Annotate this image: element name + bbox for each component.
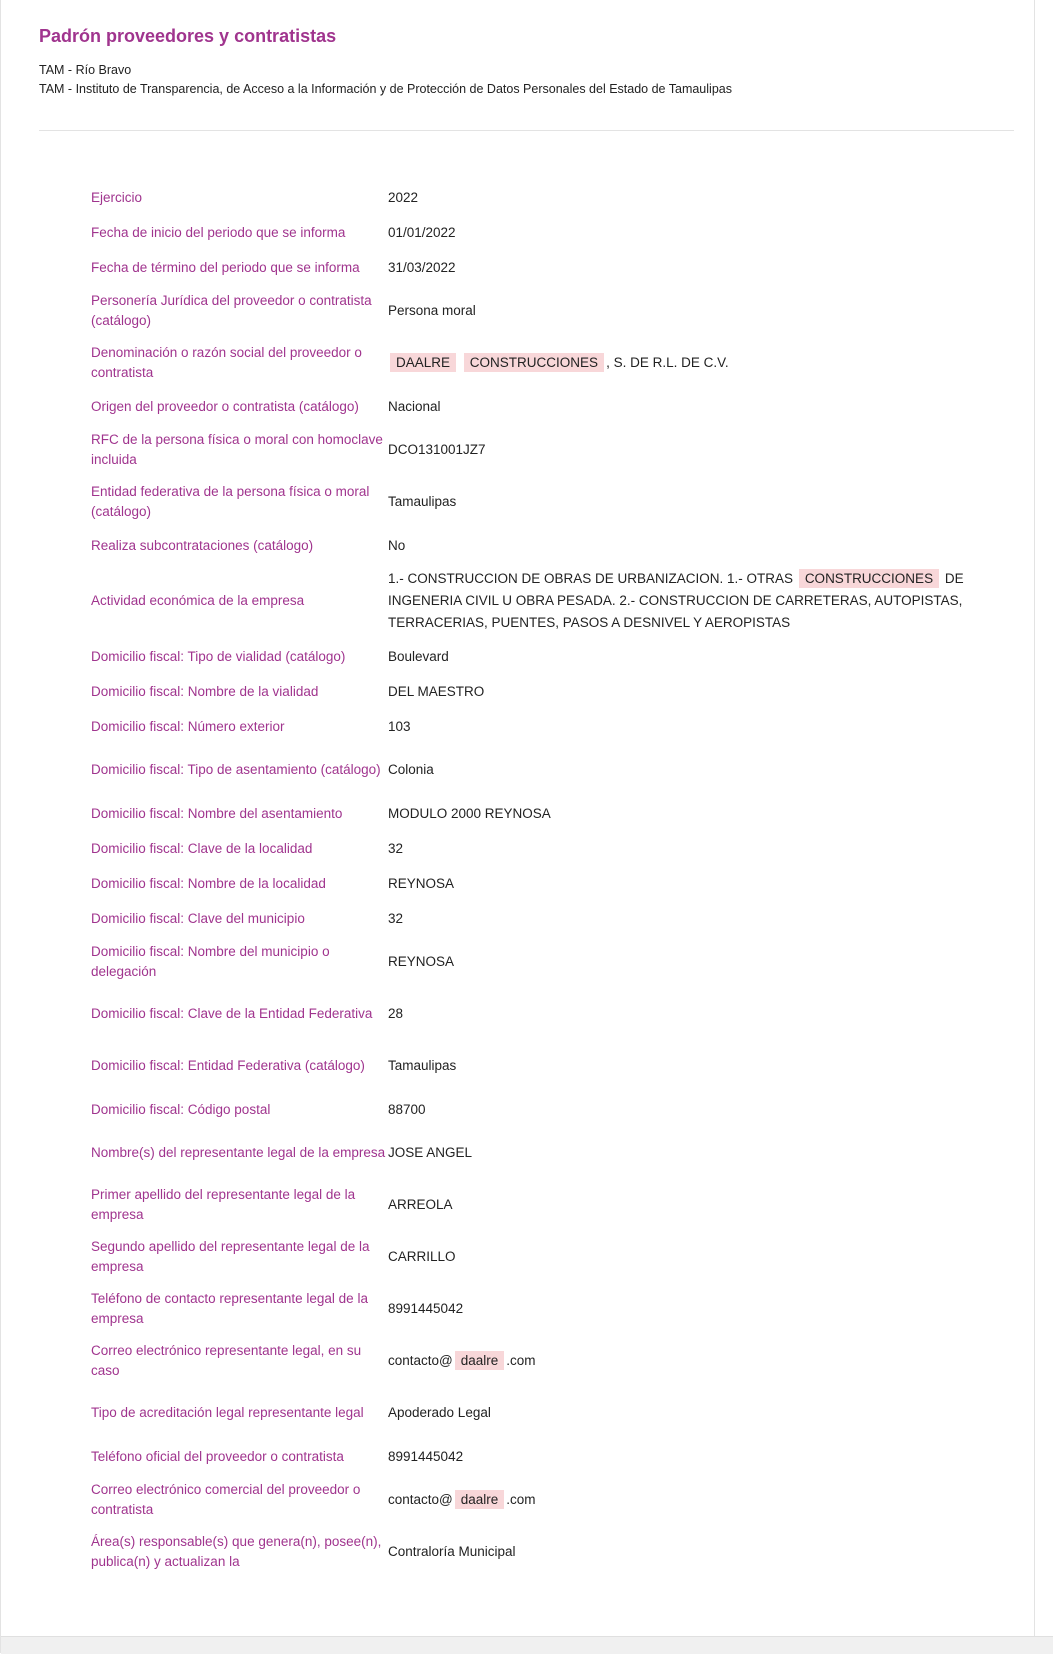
field-label: Domicilio fiscal: Nombre del asentamiento — [91, 805, 343, 821]
field-value: 8991445042 — [388, 1301, 464, 1316]
field-row — [91, 1387, 971, 1439]
page-header — [39, 26, 1014, 99]
field-row — [91, 936, 971, 988]
field-value: CARRILLO — [388, 1249, 456, 1264]
field-label: Domicilio fiscal: Tipo de vialidad (catálogo) — [91, 648, 346, 664]
field-row — [91, 901, 971, 936]
field-value: Contraloría Municipal — [388, 1544, 516, 1559]
field-row — [91, 1040, 971, 1092]
field-value: 32 — [388, 910, 404, 926]
highlighted-term: daalre — [455, 1490, 505, 1509]
field-row — [91, 389, 971, 424]
field-row — [91, 337, 971, 389]
field-row — [91, 831, 971, 866]
field-label: Fecha de término del periodo que se informa — [91, 259, 360, 275]
field-row — [91, 1127, 971, 1179]
field-value — [388, 352, 971, 374]
field-row — [91, 1283, 971, 1335]
field-label: Domicilio fiscal: Nombre de la vialidad — [91, 683, 319, 699]
field-value: REYNOSA — [388, 954, 455, 969]
field-value — [388, 568, 971, 634]
field-row — [91, 796, 971, 831]
field-value: MODULO 2000 REYNOSA — [388, 805, 551, 821]
field-value: 31/03/2022 — [388, 259, 456, 275]
field-value — [388, 1350, 971, 1372]
value-text: DE INGENERIA CIVIL U OBRA PESADA. 2.- CONSTRUCCION DE CARRETERAS, AUTOPISTAS, TERRACERIAS, PUENTES, PASOS A DESNIVEL Y AEROPISTAS — [388, 571, 964, 630]
highlighted-term: CONSTRUCCIONES — [464, 353, 604, 372]
field-row — [91, 215, 971, 250]
field-value: 88700 — [388, 1101, 426, 1117]
field-value: ARREOLA — [388, 1197, 453, 1212]
field-label: Teléfono oficial del proveedor o contratista — [91, 1448, 344, 1464]
field-row — [91, 476, 971, 528]
header-divider — [39, 130, 1014, 131]
field-row — [91, 1092, 971, 1127]
field-label: Realiza subcontrataciones (catálogo) — [91, 537, 314, 553]
field-value: Boulevard — [388, 648, 449, 664]
field-value: 8991445042 — [388, 1448, 464, 1464]
field-label: Actividad económica de la empresa — [91, 593, 305, 608]
field-value: 2022 — [388, 190, 419, 205]
page-title: Padrón proveedores y contratistas — [39, 26, 337, 46]
value-text: .com — [506, 1492, 536, 1507]
field-label: Primer apellido del representante legal de la empresa — [91, 1187, 356, 1222]
field-row — [91, 1335, 971, 1387]
value-text: contacto@ — [388, 1492, 453, 1507]
field-label: Domicilio fiscal: Clave de la localidad — [91, 840, 313, 856]
value-text: .com — [506, 1353, 536, 1368]
field-label: Nombre(s) del representante legal de la empresa — [91, 1145, 386, 1160]
field-value: Apoderado Legal — [388, 1405, 491, 1420]
field-value: JOSE ANGEL — [388, 1145, 473, 1160]
field-label: Domicilio fiscal: Entidad Federativa (catálogo) — [91, 1058, 365, 1073]
field-label: Domicilio fiscal: Número exterior — [91, 718, 285, 734]
field-label: Área(s) responsable(s) que genera(n), posee(n), publica(n) y actualizan la — [91, 1534, 382, 1569]
field-row — [91, 181, 971, 215]
field-label: Correo electrónico representante legal, en su caso — [91, 1343, 362, 1378]
field-value: 01/01/2022 — [388, 224, 456, 240]
field-label: Domicilio fiscal: Código postal — [91, 1101, 271, 1117]
field-label: Segundo apellido del representante legal de la empresa — [91, 1239, 370, 1274]
field-label: Tipo de acreditación legal representante legal — [91, 1405, 364, 1420]
field-label: Domicilio fiscal: Clave de la Entidad Federativa — [91, 1006, 373, 1021]
field-row — [91, 563, 971, 639]
field-row — [91, 528, 971, 563]
field-value: Tamaulipas — [388, 494, 457, 509]
value-text: , S. DE R.L. DE C.V. — [606, 355, 729, 370]
subtitle-institution: TAM - Instituto de Transparencia, de Acceso a la Información y de Protección de Datos Personales del Estado de Tamaulipas — [39, 82, 732, 96]
field-row — [91, 1474, 971, 1526]
value-text: 1.- CONSTRUCCION DE OBRAS DE URBANIZACION. 1.- OTRAS — [388, 571, 794, 586]
highlighted-term: CONSTRUCCIONES — [799, 569, 939, 588]
field-value: 32 — [388, 840, 404, 856]
field-label: Fecha de inicio del periodo que se informa — [91, 224, 346, 240]
field-label: Domicilio fiscal: Clave del municipio — [91, 910, 305, 926]
field-value: 103 — [388, 718, 411, 734]
field-label: RFC de la persona física o moral con homoclave incluida — [91, 432, 383, 467]
field-label: Domicilio fiscal: Nombre de la localidad — [91, 875, 326, 891]
bottom-scroll-bar[interactable] — [1, 1636, 1053, 1654]
value-text: contacto@ — [388, 1353, 453, 1368]
subtitle-municipality: TAM - Río Bravo — [39, 63, 132, 77]
field-value: REYNOSA — [388, 875, 455, 891]
field-row — [91, 674, 971, 709]
field-row — [91, 744, 971, 796]
field-label: Denominación o razón social del proveedor o contratista — [91, 345, 362, 380]
field-value: Nacional — [388, 398, 441, 414]
field-row — [91, 1439, 971, 1474]
field-row — [91, 285, 971, 337]
record-fields — [91, 181, 971, 1578]
field-row — [91, 1231, 971, 1283]
field-label: Teléfono de contacto representante legal de la empresa — [91, 1291, 368, 1326]
field-row — [91, 250, 971, 285]
field-row — [91, 988, 971, 1040]
highlighted-term: DAALRE — [390, 353, 456, 372]
field-label: Correo electrónico comercial del proveedor o contratista — [91, 1482, 361, 1517]
field-row — [91, 1526, 971, 1578]
field-value — [388, 1489, 971, 1511]
field-label: Personería Jurídica del proveedor o contratista (catálogo) — [91, 293, 372, 328]
field-value: 28 — [388, 1006, 404, 1021]
field-row — [91, 639, 971, 674]
field-value: No — [388, 537, 406, 553]
field-row — [91, 866, 971, 901]
field-row — [91, 424, 971, 476]
field-value: Colonia — [388, 762, 434, 777]
field-value: Tamaulipas — [388, 1058, 457, 1073]
field-label: Domicilio fiscal: Tipo de asentamiento (catálogo) — [91, 762, 381, 777]
field-row — [91, 709, 971, 744]
field-value: DEL MAESTRO — [388, 683, 485, 699]
field-value: DCO131001JZ7 — [388, 442, 486, 457]
field-label: Entidad federativa de la persona física o moral (catálogo) — [91, 484, 370, 519]
field-label: Origen del proveedor o contratista (catálogo) — [91, 398, 359, 414]
field-value: Persona moral — [388, 303, 476, 318]
field-row — [91, 1179, 971, 1231]
field-label: Ejercicio — [91, 190, 143, 205]
field-label: Domicilio fiscal: Nombre del municipio o delegación — [91, 944, 330, 979]
highlighted-term: daalre — [455, 1351, 505, 1370]
